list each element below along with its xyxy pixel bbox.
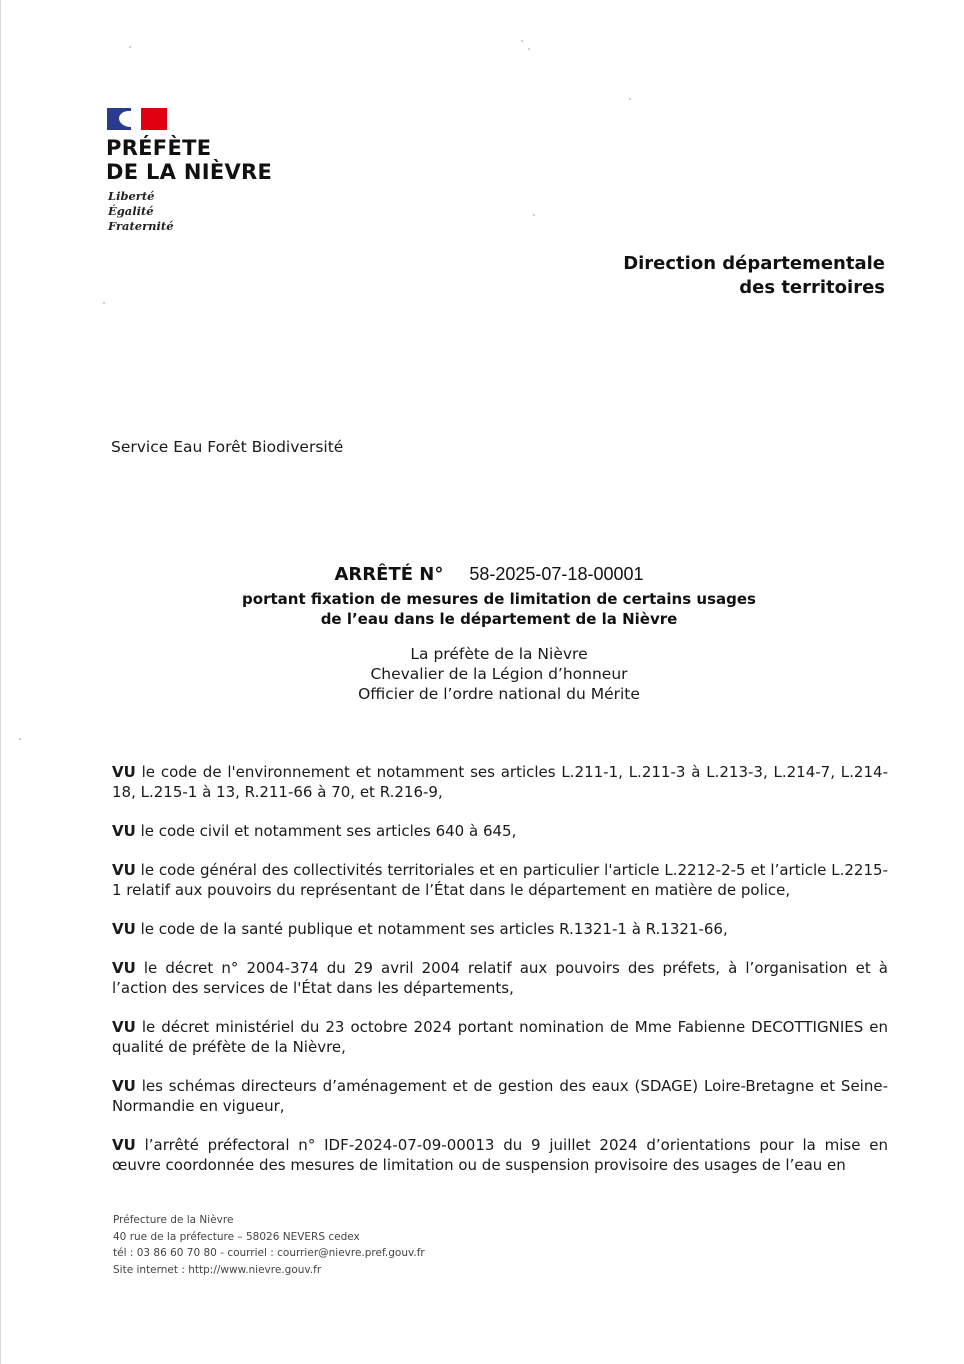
visa-keyword: VU [112,1136,136,1154]
footer-line4: Site internet : http://www.nievre.gouv.fr [113,1263,322,1276]
prefect-title-1: La préfète de la Nièvre [410,645,588,663]
visa-keyword: VU [112,1077,136,1095]
arrete-title [1,564,964,585]
prefecture-name [106,136,272,184]
footer-line1: Préfecture de la Nièvre [113,1214,234,1226]
visa-paragraph [112,1076,888,1116]
visa-text: l’arrêté préfectoral n° IDF-2024-07-09-00013 du 9 juillet 2024 d’orientations pour la mise en œuvre coordonnée des mesures de limitation ou de suspension provisoire des usages de l’eau en [112,1136,888,1174]
scan-speck [19,738,21,740]
visa-paragraph [112,919,888,939]
scan-speck [533,214,535,216]
visa-paragraph [112,1135,888,1175]
visa-text: le code de la santé publique et notamment ses articles R.1321-1 à R.1321-66, [140,920,728,938]
prefect-title-3: Officier de l’ordre national du Mérite [358,685,640,703]
marianne-logo [107,108,167,130]
visa-paragraph [112,860,888,900]
prefect-title-2: Chevalier de la Légion d’honneur [370,665,628,683]
visa-paragraph [112,821,888,841]
arrete-subject [1,589,964,629]
visa-keyword: VU [112,1018,136,1036]
direction-line1: Direction départementale [623,253,885,274]
arrete-number: 58-2025-07-18-00001 [469,564,644,584]
visa-keyword: VU [112,959,136,977]
footer-line3: tél : 03 86 60 70 80 - courriel : courrier@nievre.pref.gouv.fr [113,1247,425,1259]
arrete-label: ARRÊTÉ N° [334,564,444,585]
prefecture-line2: DE LA NIÈVRE [106,160,273,184]
subject-line2: de l’eau dans le département de la Nièvre [320,610,678,628]
motto-liberte: Liberté [108,189,155,203]
footer-line2: 40 rue de la préfecture – 58026 NEVERS cedex [113,1230,360,1243]
visa-paragraph [112,958,888,998]
scan-speck [129,46,131,48]
footer-address [113,1212,425,1278]
visa-text: le décret ministériel du 23 octobre 2024 portant nomination de Mme Fabienne DECOTTIGNIES en qualité de préfète de la Nièvre, [112,1018,888,1056]
visa-text: le décret n° 2004-374 du 29 avril 2004 relatif aux pouvoirs des préfets, à l’organisation et à l’action des services de l'État dans les départements, [112,959,888,997]
direction-name [623,252,885,300]
motto-fraternite: Fraternité [108,219,174,233]
visa-text: les schémas directeurs d’aménagement et de gestion des eaux (SDAGE) Loire-Bretagne et Seine-Normandie en vigueur, [112,1077,888,1115]
visa-paragraph [112,1017,888,1057]
visa-paragraph [112,762,888,802]
direction-line2: des territoires [739,277,885,298]
visa-text: le code civil et notamment ses articles 640 à 645, [140,822,517,840]
visa-text: le code de l'environnement et notamment ses articles L.211-1, L.211-3 à L.213-3, L.214-7, L.214-18, L.215-1 à 13, R.211-66 à 70, et R.216-9, [112,763,888,801]
visa-text: le code général des collectivités territoriales et en particulier l'article L.2212-2-5 et l’article L.2215-1 relatif aux pouvoirs du représentant de l’État dans le département en matière de police, [112,861,888,899]
motto-egalite: Égalité [108,204,154,218]
visa-keyword: VU [112,822,136,840]
scan-speck [103,302,105,304]
service-name: Service Eau Forêt Biodiversité [111,438,344,456]
subject-line1: portant fixation de mesures de limitation de certains usages [242,590,756,608]
scan-speck [629,98,631,100]
visa-keyword: VU [112,920,136,938]
scan-speck [528,48,530,50]
scan-speck [521,40,523,42]
visas-list [112,762,888,1194]
prefecture-line1: PRÉFÈTE [106,136,212,160]
visa-keyword: VU [112,763,136,781]
republic-motto [108,189,174,234]
prefect-titles [1,644,964,704]
visa-keyword: VU [112,861,136,879]
